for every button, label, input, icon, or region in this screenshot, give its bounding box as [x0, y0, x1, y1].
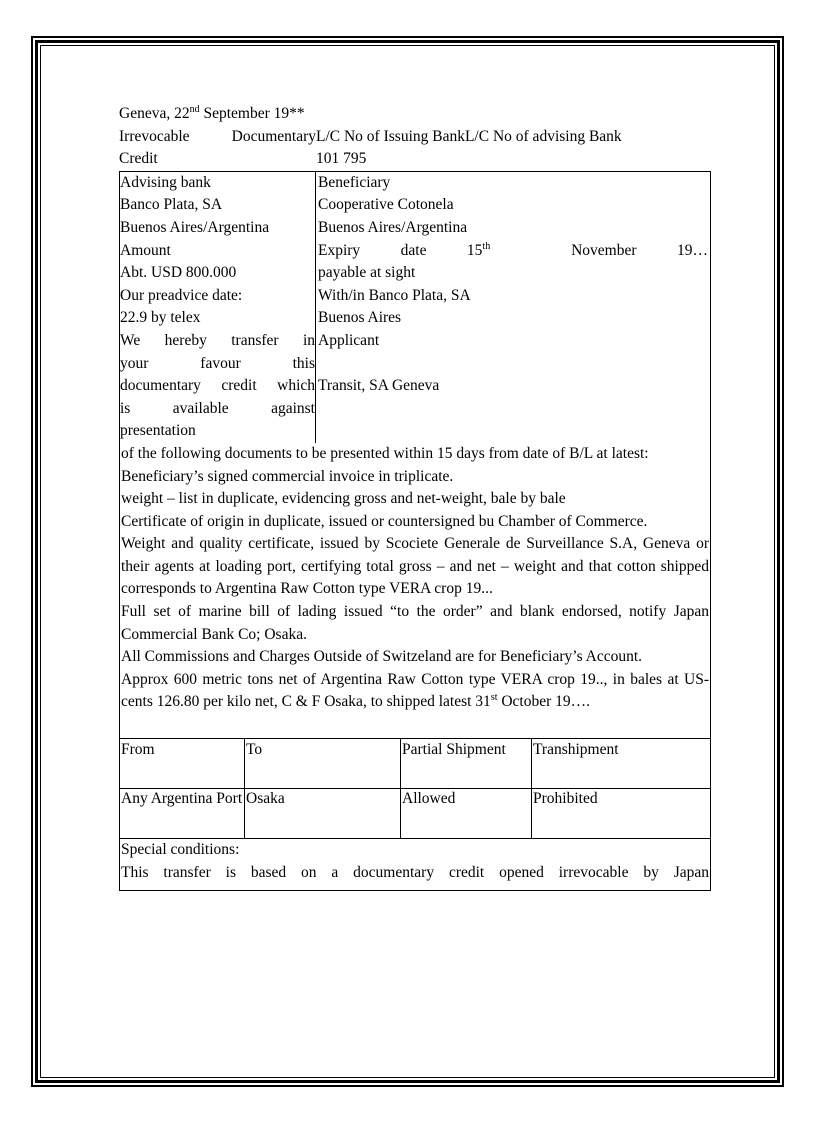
table-header-row [120, 739, 711, 789]
goods-description: Approx 600 metric tons net of Argentina Raw Cotton type VERA crop 19.., in bales at US-cents 126.80 per kilo net, C & F Osaka, to shipped latest 31st October 19…. [121, 670, 709, 711]
transfer-text-line: presentation [120, 422, 196, 440]
special-conditions-label: Special conditions: [121, 841, 240, 859]
transfer-text-line: We hereby transfer in [120, 331, 315, 349]
documents-intro: of the following documents to be presented within 15 days from date of B/L at latest: [121, 444, 649, 462]
header-to: To [245, 739, 401, 789]
document-item: Beneficiary’s signed commercial invoice in triplicate. [121, 467, 454, 485]
available-with-city: Buenos Aires [318, 309, 402, 327]
credit-type-cont: Credit [119, 150, 158, 168]
credit-header [119, 126, 711, 171]
credit-details-box [119, 171, 711, 738]
cell-transhipment: Prohibited [532, 789, 711, 839]
credit-type: Irrevocable Documentary [119, 127, 316, 145]
available-with: With/in Banco Plata, SA [318, 286, 471, 304]
document-item: weight – list in duplicate, evidencing gross and net-weight, bale by bale [121, 490, 566, 508]
transfer-text-line: your favour this [120, 354, 315, 372]
transfer-text-line: is available against [120, 399, 315, 417]
table-row [120, 789, 711, 839]
applicant-label: Applicant [318, 331, 380, 349]
header-partial-shipment: Partial Shipment [401, 739, 532, 789]
cell-partial-shipment: Allowed [401, 789, 532, 839]
advising-bank-city: Buenos Aires/Argentina [120, 218, 270, 236]
amount-label: Amount [120, 241, 171, 259]
document-item: Certificate of origin in duplicate, issued or countersigned bu Chamber of Commerce. [121, 512, 648, 530]
issuing-bank-label: L/C No of Issuing Bank [316, 127, 465, 145]
special-conditions-text: This transfer is based on a documentary credit opened irrevocable by Japan [121, 863, 709, 881]
advising-bank-name: Banco Plata, SA [120, 196, 223, 214]
amount-value: Abt. USD 800.000 [120, 264, 237, 282]
place-date: Geneva, 22nd September 19** [119, 103, 305, 122]
preadvice-label: Our preadvice date: [120, 286, 243, 304]
special-conditions [119, 839, 711, 891]
advising-bank-lc-label: L/C No of advising Bank [464, 127, 622, 145]
expiry-date: Expiry date 15th November 19… [318, 240, 708, 259]
document-item: Full set of marine bill of lading issued “to the order” and blank endorsed, notify Japan Commercial Bank Co; Osaka. [121, 603, 709, 643]
transfer-text-line: documentary credit which [120, 377, 315, 395]
beneficiary-label: Beneficiary [318, 173, 391, 191]
applicant-name: Transit, SA Geneva [318, 377, 440, 395]
preadvice-value: 22.9 by telex [120, 309, 201, 327]
right-column [316, 172, 710, 443]
document-item: All Commissions and Charges Outside of Switzeland are for Beneficiary’s Account. [121, 648, 643, 666]
advising-bank-label: Advising bank [120, 173, 211, 191]
letter-of-credit-document [119, 103, 711, 891]
cell-to: Osaka [245, 789, 401, 839]
issuing-lc-number: 101 795 [316, 150, 367, 168]
document-item: Weight and quality certificate, issued by Scociete Generale de Surveillance S.A, Geneva or their agents at loading port, certifying total gross – and net – weight and that cotton shipped corresponds to Argentina Raw Cotton type VERA crop 19... [121, 535, 709, 598]
header-transhipment: Transhipment [532, 739, 711, 789]
cell-from: Any Argentina Port [120, 789, 245, 839]
payable-terms: payable at sight [318, 264, 416, 282]
beneficiary-name: Cooperative Cotonela [318, 196, 454, 214]
beneficiary-city: Buenos Aires/Argentina [318, 218, 468, 236]
header-from: From [120, 739, 245, 789]
shipment-table [119, 738, 711, 839]
left-column [120, 172, 316, 443]
